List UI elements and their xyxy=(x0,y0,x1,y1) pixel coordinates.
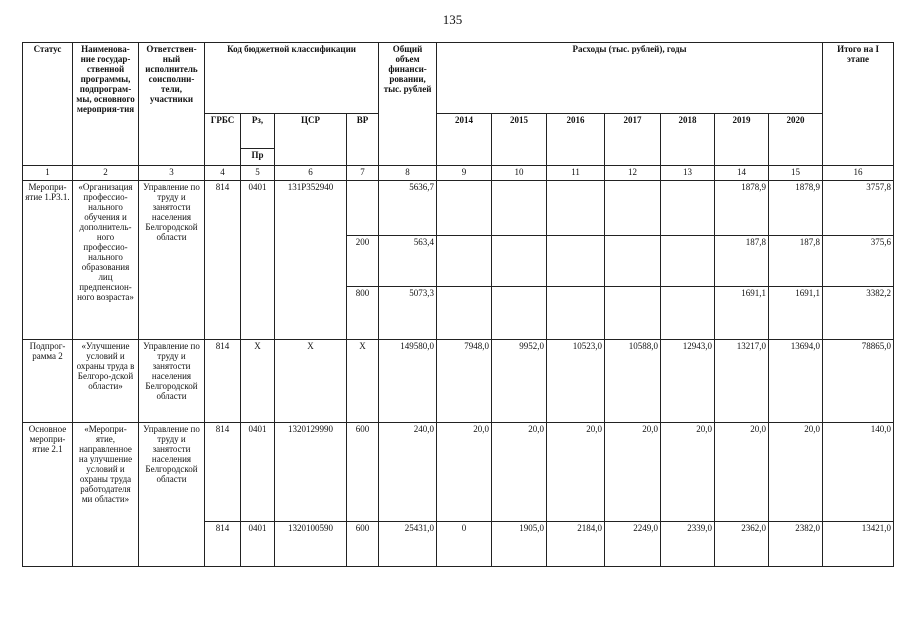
row-status: Основное меропри-ятие 2.1 xyxy=(23,423,73,567)
row-csr: 1320100590 xyxy=(275,522,347,567)
column-number: 13 xyxy=(661,166,715,181)
row-total: 5073,3 xyxy=(379,287,437,340)
table-row xyxy=(23,340,894,423)
header-pr: Пр xyxy=(241,149,275,166)
row-grbs: 814 xyxy=(205,522,241,567)
row-vr xyxy=(347,181,379,236)
row-y2020: 1691,1 xyxy=(769,287,823,340)
row-y2020: 187,8 xyxy=(769,236,823,287)
row-responsible: Управление по труду и занятости населения Белгородской области xyxy=(139,423,205,567)
row-y2017 xyxy=(605,236,661,287)
row-y2017 xyxy=(605,287,661,340)
row-rz-pr: Х xyxy=(241,340,275,423)
row-y2016: 10523,0 xyxy=(547,340,605,423)
row-y2018: 2339,0 xyxy=(661,522,715,567)
row-total: 25431,0 xyxy=(379,522,437,567)
row-stage-total: 3382,2 xyxy=(823,287,894,340)
column-number: 9 xyxy=(437,166,492,181)
header-grbs: ГРБС xyxy=(205,114,241,166)
header-status: Статус xyxy=(23,43,73,166)
row-responsible: Управление по труду и занятости населения Белгородской области xyxy=(139,181,205,340)
header-csr: ЦСР xyxy=(275,114,347,166)
header-year-2014: 2014 xyxy=(437,114,492,166)
row-y2015: 20,0 xyxy=(492,423,547,522)
row-y2020: 13694,0 xyxy=(769,340,823,423)
header-program-name: Наименова-ние государ-ственной программы, подпрограм-мы, основного мероприя-тия xyxy=(73,43,139,166)
row-y2017: 20,0 xyxy=(605,423,661,522)
row-status: Подпрог-рамма 2 xyxy=(23,340,73,423)
column-number: 7 xyxy=(347,166,379,181)
row-y2019: 20,0 xyxy=(715,423,769,522)
row-status: Меропри-ятие 1.Р3.1. xyxy=(23,181,73,340)
header-rz: Рз, xyxy=(241,114,275,149)
row-vr: 800 xyxy=(347,287,379,340)
column-number: 2 xyxy=(73,166,139,181)
header-budget-code: Код бюджетной классификации xyxy=(205,43,379,114)
row-vr: 600 xyxy=(347,423,379,522)
row-grbs: 814 xyxy=(205,423,241,522)
page-number: 135 xyxy=(442,12,463,27)
budget-table xyxy=(22,42,894,567)
row-name: «Меропри-ятие, направленное на улучшение условий и охраны труда работодателя ми области» xyxy=(73,423,139,567)
row-rz-pr: 0401 xyxy=(241,522,275,567)
row-total: 563,4 xyxy=(379,236,437,287)
row-y2015 xyxy=(492,287,547,340)
row-vr: 600 xyxy=(347,522,379,567)
column-number: 16 xyxy=(823,166,894,181)
row-y2017 xyxy=(605,181,661,236)
row-y2015 xyxy=(492,236,547,287)
header-year-2015: 2015 xyxy=(492,114,547,166)
column-number: 14 xyxy=(715,166,769,181)
row-y2019: 187,8 xyxy=(715,236,769,287)
row-y2020: 1878,9 xyxy=(769,181,823,236)
row-responsible: Управление по труду и занятости населения Белгородской области xyxy=(139,340,205,423)
column-number: 1 xyxy=(23,166,73,181)
row-y2018 xyxy=(661,287,715,340)
row-y2014: 0 xyxy=(437,522,492,567)
column-number: 8 xyxy=(379,166,437,181)
row-y2016 xyxy=(547,236,605,287)
row-y2020: 20,0 xyxy=(769,423,823,522)
row-y2015: 9952,0 xyxy=(492,340,547,423)
row-grbs: 814 xyxy=(205,340,241,423)
row-y2014 xyxy=(437,287,492,340)
row-name: «Организация профессио-нального обучения и дополнитель-ного профессио-нального образования лиц предпенсион-ного возраста» xyxy=(73,181,139,340)
row-y2018: 20,0 xyxy=(661,423,715,522)
row-y2016: 20,0 xyxy=(547,423,605,522)
column-number: 5 xyxy=(241,166,275,181)
row-y2019: 13217,0 xyxy=(715,340,769,423)
row-csr: 131Р352940 xyxy=(275,181,347,340)
row-y2019: 1691,1 xyxy=(715,287,769,340)
row-vr: Х xyxy=(347,340,379,423)
row-y2018 xyxy=(661,181,715,236)
header-total-volume: Общий объем финанси-ровании, тыс. рублей xyxy=(379,43,437,166)
row-y2017: 2249,0 xyxy=(605,522,661,567)
row-y2016 xyxy=(547,287,605,340)
row-stage-total: 78865,0 xyxy=(823,340,894,423)
column-number: 3 xyxy=(139,166,205,181)
column-number: 10 xyxy=(492,166,547,181)
table-row xyxy=(23,423,894,522)
table-row xyxy=(23,181,894,236)
row-y2018 xyxy=(661,236,715,287)
row-total: 240,0 xyxy=(379,423,437,522)
header-year-2019: 2019 xyxy=(715,114,769,166)
row-stage-total: 13421,0 xyxy=(823,522,894,567)
row-y2020: 2382,0 xyxy=(769,522,823,567)
row-stage-total: 3757,8 xyxy=(823,181,894,236)
header-expenses: Расходы (тыс. рублей), годы xyxy=(437,43,823,114)
column-number: 6 xyxy=(275,166,347,181)
row-grbs: 814 xyxy=(205,181,241,340)
column-number: 11 xyxy=(547,166,605,181)
row-y2016: 2184,0 xyxy=(547,522,605,567)
header-responsible: Ответствен-ный исполнитель соисполни-тели, участники xyxy=(139,43,205,166)
row-y2016 xyxy=(547,181,605,236)
column-number: 15 xyxy=(769,166,823,181)
header-year-2016: 2016 xyxy=(547,114,605,166)
row-csr: Х xyxy=(275,340,347,423)
header-stage-total: Итого на I этапе xyxy=(823,43,894,166)
row-y2018: 12943,0 xyxy=(661,340,715,423)
row-total: 149580,0 xyxy=(379,340,437,423)
header-year-2020: 2020 xyxy=(769,114,823,166)
row-y2014: 20,0 xyxy=(437,423,492,522)
column-number-row xyxy=(23,166,894,181)
row-y2014 xyxy=(437,236,492,287)
row-rz-pr: 0401 xyxy=(241,181,275,340)
row-y2015 xyxy=(492,181,547,236)
row-y2014 xyxy=(437,181,492,236)
row-y2017: 10588,0 xyxy=(605,340,661,423)
column-number: 4 xyxy=(205,166,241,181)
row-total: 5636,7 xyxy=(379,181,437,236)
header-year-2017: 2017 xyxy=(605,114,661,166)
row-rz-pr: 0401 xyxy=(241,423,275,522)
row-stage-total: 140,0 xyxy=(823,423,894,522)
row-csr: 1320129990 xyxy=(275,423,347,522)
row-name: «Улучшение условий и охраны труда в Белгоро-дской области» xyxy=(73,340,139,423)
header-year-2018: 2018 xyxy=(661,114,715,166)
row-y2014: 7948,0 xyxy=(437,340,492,423)
row-vr: 200 xyxy=(347,236,379,287)
row-stage-total: 375,6 xyxy=(823,236,894,287)
row-y2019: 2362,0 xyxy=(715,522,769,567)
header-vr: ВР xyxy=(347,114,379,166)
row-y2019: 1878,9 xyxy=(715,181,769,236)
column-number: 12 xyxy=(605,166,661,181)
row-y2015: 1905,0 xyxy=(492,522,547,567)
